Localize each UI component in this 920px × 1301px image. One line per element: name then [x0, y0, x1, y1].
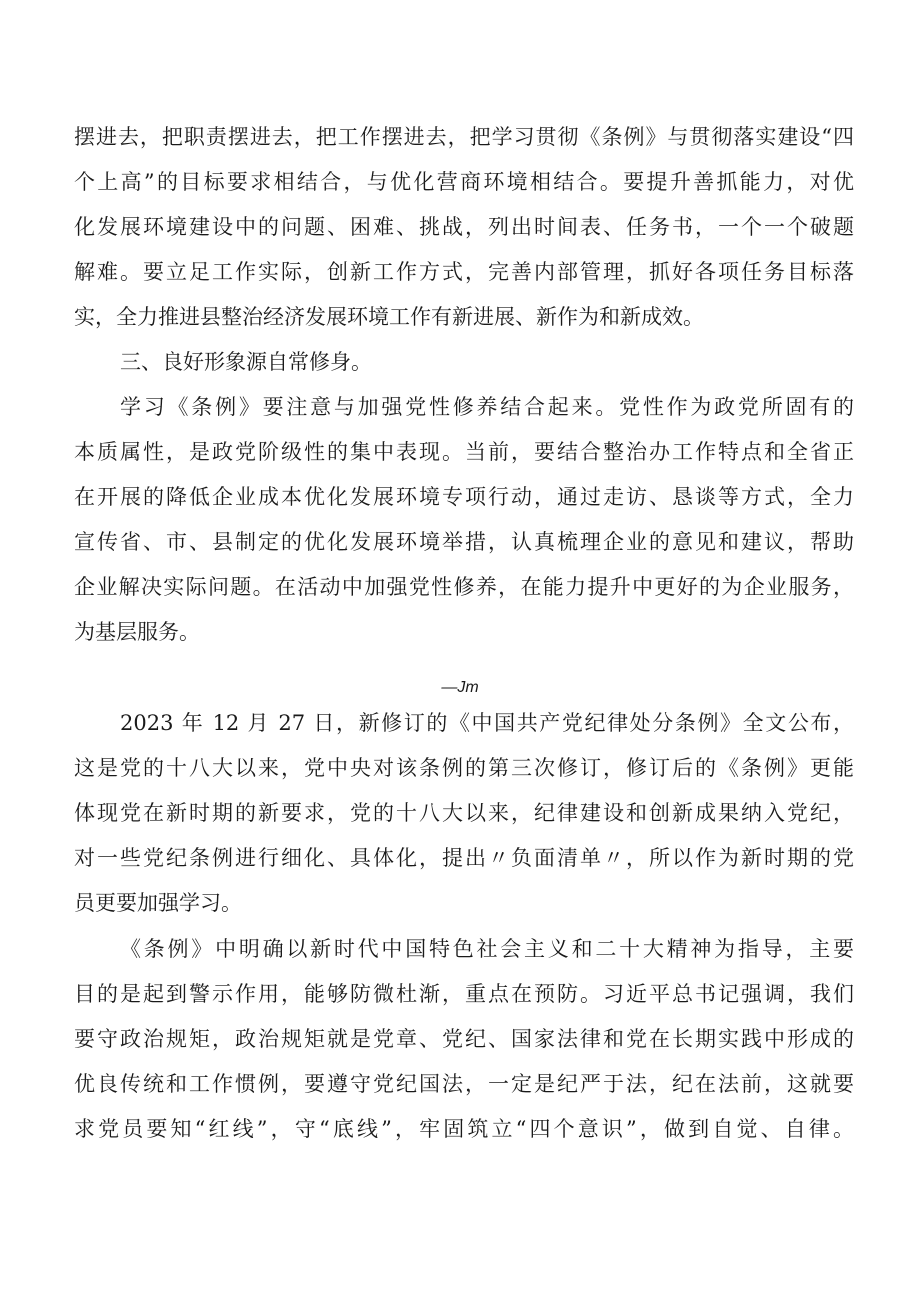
paragraph-1-line-5: 实，全力推进县整治经济发展环境工作有新进展、新作为和新成效。	[74, 305, 704, 329]
paragraph-4-line-3: 要守政治规矩，政治规矩就是党章、党纪、国家法律和党在长期实践中形成的	[74, 1027, 854, 1051]
paragraph-3-line-5: 员更要加强学习。	[74, 891, 242, 915]
paragraph-1-line-3: 化发展环境建设中的问题、困难、挑战，列出时间表、任务书，一个一个破题	[74, 215, 854, 239]
paragraph-4-line-1: 《条例》中明确以新时代中国特色社会主义和二十大精神为指导，主要	[120, 937, 854, 961]
paragraph-2-line-1: 学习《条例》要注意与加强党性修养结合起来。党性作为政党所固有的	[120, 395, 854, 419]
paragraph-2-line-2: 本质属性，是政党阶级性的集中表现。当前，要结合整治办工作特点和全省正	[74, 440, 854, 464]
paragraph-2-line-5: 企业解决实际问题。在活动中加强党性修养，在能力提升中更好的为企业服务，	[74, 575, 854, 599]
paragraph-4-line-2: 目的是起到警示作用，能够防微杜渐，重点在预防。习近平总书记强调，我们	[74, 982, 854, 1006]
paragraph-1-line-2: 个上高”的目标要求相结合，与优化营商环境相结合。要提升善抓能力，对优	[74, 170, 854, 194]
paragraph-4-line-4: 优良传统和工作惯例，要遵守党纪国法，一定是纪严于法，纪在法前，这就要	[74, 1072, 854, 1096]
paragraph-2-line-3: 在开展的降低企业成本优化发展环境专项行动，通过走访、恳谈等方式，全力	[74, 485, 854, 509]
paragraph-3-line-2: 这是党的十八大以来，党中央对该条例的第三次修订，修订后的《条例》更能	[74, 756, 854, 780]
paragraph-2-line-6: 为基层服务。	[74, 620, 200, 644]
paragraph-1-line-1: 摆进去，把职责摆进去，把工作摆进去，把学习贯彻《条例》与贯彻落实建设“四	[74, 125, 854, 149]
paragraph-2-line-4: 宣传省、市、县制定的优化发展环境举措，认真梳理企业的意见和建议，帮助	[74, 530, 854, 554]
paragraph-3-line-1: 2023 年 12 月 27 日，新修订的《中国共产党纪律处分条例》全文公布，	[120, 711, 854, 735]
paragraph-1-line-4: 解难。要立足工作实际，创新工作方式，完善内部管理，抓好各项任务目标落	[74, 260, 854, 284]
paragraph-3-line-3: 体现党在新时期的新要求，党的十八大以来，纪律建设和创新成果纳入党纪，	[74, 801, 854, 825]
section-heading-3: 三、良好形象源自常修身。	[120, 350, 372, 374]
paragraph-4-line-5: 求党员要知“红线”，守“底线”，牢固筑立“四个意识”，做到自觉、自律。	[74, 1117, 854, 1141]
section-separator: —Jm	[441, 679, 479, 696]
paragraph-3-line-4: 对一些党纪条例进行细化、具体化，提出〃负面清单〃，所以作为新时期的党	[74, 846, 854, 870]
